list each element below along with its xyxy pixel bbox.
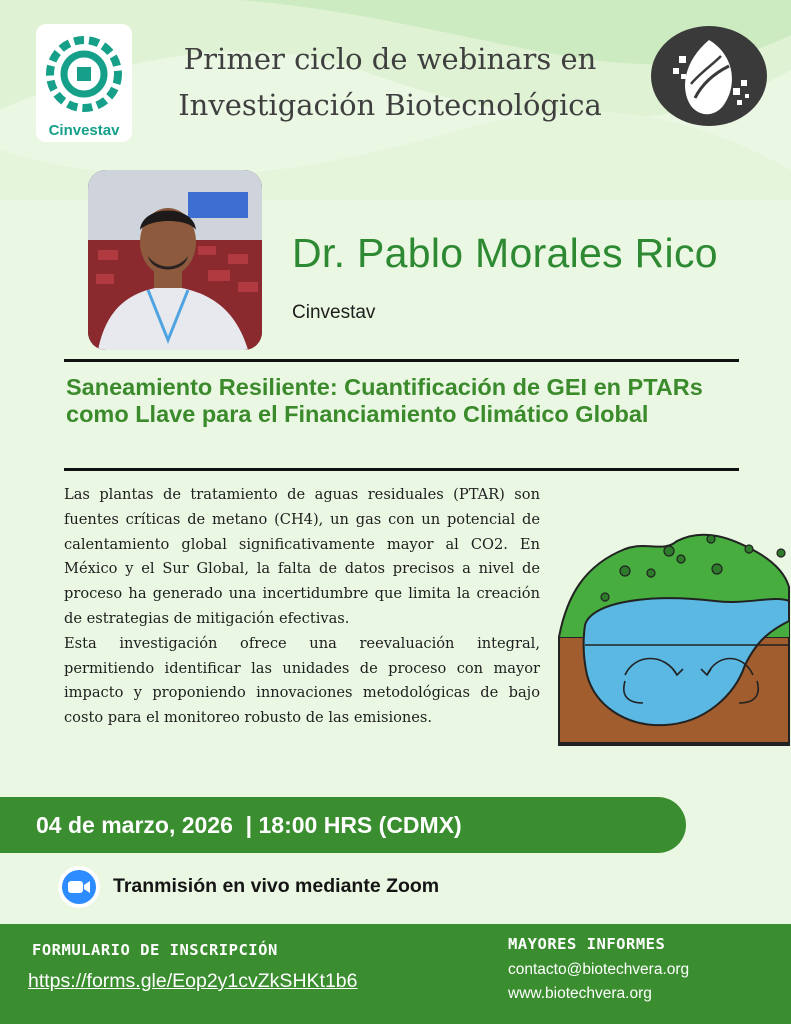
contact-email[interactable]: contacto@biotechvera.org xyxy=(508,961,690,978)
biotech-leaf-logo-icon xyxy=(651,26,767,126)
title-line-2: Investigación Biotecnológica xyxy=(178,88,602,122)
speaker-photo xyxy=(88,170,262,350)
biotech-logo xyxy=(651,26,767,126)
abstract-paragraph-1: Las plantas de tratamiento de aguas residuales (PTAR) son fuentes críticas de metano (CH4), un gas con un potencial de calentamiento global significativamente mayor al CO2. En México y el Sur Global, la falta de datos precisos a nivel de proceso ha generado una incertidumbre que limita la creación de estrategias de mitigación efectivas. xyxy=(64,486,540,627)
info-heading: MAYORES INFORMES xyxy=(508,935,666,953)
streaming-info: Tranmisión en vivo mediante Zoom xyxy=(113,875,440,897)
talk-title: Saneamiento Resiliente: Cuantificación de GEI en PTARs como Llave para el Financiamiento Climático Global xyxy=(66,374,703,427)
speaker-affiliation: Cinvestav xyxy=(292,302,376,323)
speaker-name: Dr. Pablo Morales Rico xyxy=(292,230,718,276)
event-date-time: 04 de marzo, 2026 | 18:00 HRS (CDMX) xyxy=(0,797,686,853)
contact-website[interactable]: www.biotechvera.org xyxy=(508,985,652,1002)
registration-link[interactable]: https://forms.gle/Eop2y1cvZkSHKt1b6 xyxy=(28,970,358,992)
speaker-portrait-icon xyxy=(88,170,262,350)
abstract-paragraph-2: Esta investigación ofrece una reevaluación integral, permitiendo identificar las unidades de proceso con mayor impacto y proponiendo innovaciones metodológicas de bajo costo para el monitoreo robusto de las emisiones. xyxy=(64,634,540,727)
title-line-1: Primer ciclo de webinars en xyxy=(183,42,597,76)
registration-heading: FORMULARIO DE INSCRIPCIÓN xyxy=(32,941,278,959)
wastewater-lagoon-icon xyxy=(555,525,791,747)
divider-top xyxy=(64,359,739,362)
cinvestav-emblem-icon xyxy=(44,28,124,118)
zoom-camera-icon xyxy=(58,866,100,908)
footer xyxy=(0,924,791,1024)
divider-bottom xyxy=(64,468,739,471)
cinvestav-logo xyxy=(36,24,132,142)
talk-abstract xyxy=(64,483,540,731)
webinar-series-title xyxy=(150,36,630,128)
cinvestav-logo-text: Cinvestav xyxy=(48,122,120,139)
